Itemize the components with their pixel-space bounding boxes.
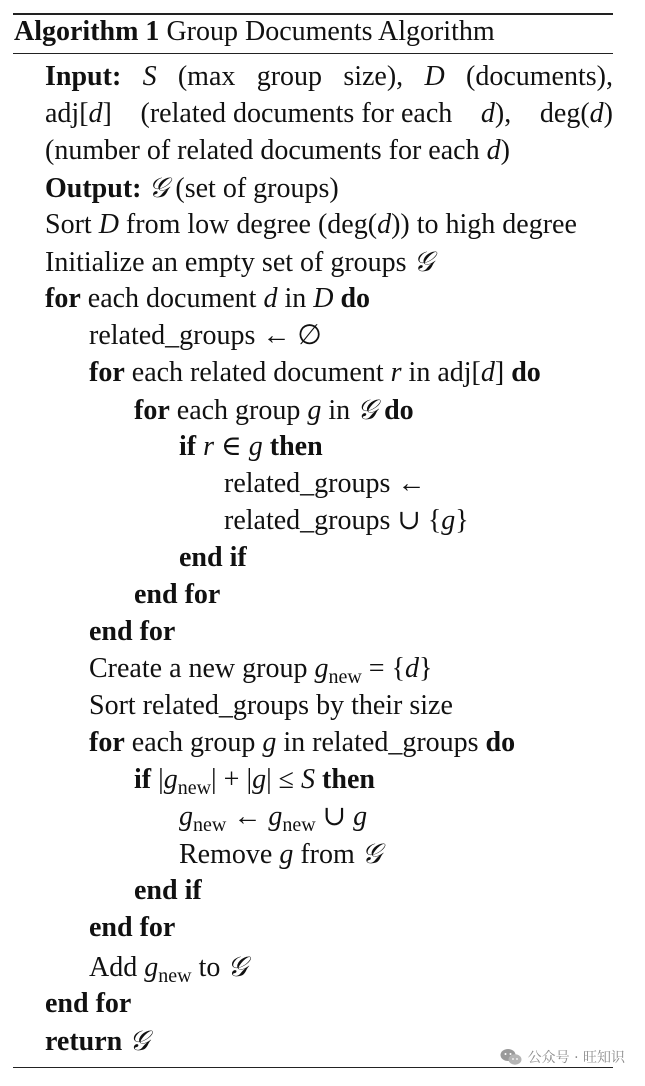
- kw-for: for: [89, 727, 125, 758]
- deg-fn: deg: [539, 98, 581, 129]
- output-line: [45, 171, 339, 206]
- input-line-3: (number of related documents for each d): [45, 135, 510, 166]
- var-d: d: [88, 98, 103, 129]
- text: Sort related_groups by their size: [89, 690, 453, 721]
- input-S: S: [142, 61, 157, 92]
- add-group-line: Add $g_{new}$ to 𝒢: [89, 950, 248, 987]
- assign-related-line-2: related_groups ∪ {g}: [224, 505, 469, 536]
- set-G: 𝒢: [129, 1024, 150, 1057]
- if-member-line: if r ∈ g then: [179, 431, 323, 462]
- var-d: d: [589, 98, 604, 129]
- for-documents-line: [45, 282, 370, 316]
- kw-end-if: end if: [134, 875, 202, 906]
- init-line: [45, 245, 434, 280]
- subscript-new: new: [328, 666, 362, 688]
- for-related-groups-line: for each group g in related_groups do: [89, 727, 516, 758]
- input-D: D: [424, 61, 445, 92]
- end-for-line: [89, 911, 175, 945]
- text: each document: [87, 283, 257, 314]
- text: Create a new group: [89, 653, 308, 684]
- related-groups: related_groups: [89, 320, 256, 351]
- text: Sort: [45, 209, 92, 240]
- kw-end-for: end for: [89, 616, 176, 647]
- set-G: 𝒢: [148, 171, 169, 204]
- input-word: (max: [177, 61, 236, 92]
- wechat-icon: [500, 1048, 522, 1066]
- kw-do: do: [340, 283, 371, 314]
- input-word: (documents),: [466, 61, 613, 92]
- var-d: d: [480, 98, 495, 129]
- text: each group: [176, 395, 301, 426]
- set-G: 𝒢: [357, 393, 378, 426]
- var-D: D: [98, 209, 119, 240]
- kw-for: for: [89, 357, 125, 388]
- assign-related-line-1: related_groups ←: [224, 468, 426, 499]
- text: to: [198, 952, 221, 983]
- output-label: Output:: [45, 173, 142, 204]
- kw-for: for: [134, 395, 170, 426]
- text: from: [300, 839, 355, 870]
- deg-fn: deg: [327, 209, 368, 240]
- set-G: 𝒢: [361, 837, 382, 870]
- input-word: group: [256, 61, 323, 92]
- end-for-line: [45, 987, 131, 1021]
- text: Initialize an empty set of groups: [45, 247, 407, 278]
- var-d: d: [263, 283, 278, 314]
- set-G: 𝒢: [227, 950, 248, 983]
- var-d: d: [405, 653, 420, 684]
- text: in: [284, 283, 307, 314]
- kw-if: if: [179, 431, 197, 462]
- related-groups: related_groups: [224, 468, 391, 499]
- merge-line: $g_{new}$ ← $g_{new}$ ∪ g: [179, 801, 368, 836]
- input-text: (related documents for each: [140, 98, 453, 129]
- related-groups: related_groups: [224, 505, 391, 536]
- kw-return: return: [45, 1026, 123, 1057]
- sort-line: Sort D from low degree (deg(d)) to high degree: [45, 209, 577, 240]
- text: Add: [89, 952, 138, 983]
- kw-if: if: [134, 764, 152, 795]
- kw-then: then: [269, 431, 323, 462]
- kw-do: do: [511, 357, 541, 388]
- var-d: d: [377, 209, 392, 240]
- subscript-new: new: [282, 814, 316, 836]
- input-line-2: adj[d] (related documents for each d), deg(d): [45, 98, 613, 129]
- adj-fn: adj: [437, 357, 472, 388]
- algorithm-number: Algorithm 1: [14, 16, 160, 47]
- subscript-new: new: [177, 777, 212, 799]
- input-word: size),: [343, 61, 404, 92]
- text: in: [328, 395, 351, 426]
- for-related-line: for each related document r in adj[d] do: [89, 357, 541, 388]
- kw-do: do: [384, 395, 414, 426]
- subscript-new: new: [193, 814, 227, 836]
- kw-for: for: [45, 283, 81, 314]
- bottom-rule: [13, 1067, 613, 1068]
- kw-end-for: end for: [134, 579, 221, 610]
- end-if-line: [134, 874, 202, 908]
- var-d: d: [480, 357, 495, 388]
- var-S: S: [301, 764, 316, 795]
- set-G: 𝒢: [413, 245, 434, 278]
- kw-do: do: [485, 727, 516, 758]
- input-text: (number of related documents for each: [45, 135, 480, 166]
- algorithm-title: Group Documents Algorithm: [166, 16, 495, 47]
- watermark-text: 公众号 · 旺知识: [527, 1050, 625, 1066]
- text: each related document: [131, 357, 384, 388]
- end-for-line: [89, 615, 175, 649]
- text: from low degree: [125, 209, 311, 240]
- create-group-line: Create a new group $g_{new} = \{d\}$: [89, 653, 433, 688]
- text: to high degree: [416, 209, 577, 240]
- algorithm-caption: [14, 15, 495, 49]
- text: in: [408, 357, 431, 388]
- remove-line: Remove g from 𝒢: [179, 837, 382, 870]
- var-D: D: [313, 283, 334, 314]
- if-size-line: if $|g_{new}| + |g| \le S$ then: [134, 764, 375, 799]
- init-related-line: related_groups ← ∅: [89, 320, 322, 351]
- input-line-1: [45, 60, 613, 94]
- text: Remove: [179, 839, 273, 870]
- input-label: Input:: [45, 61, 122, 92]
- adj-fn: adj: [45, 98, 80, 129]
- var-d: d: [486, 135, 501, 166]
- kw-then: then: [322, 764, 375, 795]
- kw-end-if: end if: [179, 542, 247, 573]
- text: each group: [131, 727, 256, 758]
- sort-related-line: [89, 689, 453, 723]
- watermark: [500, 1047, 625, 1067]
- end-if-line: [179, 541, 247, 575]
- kw-end-for: end for: [45, 988, 132, 1019]
- caption-rule: [13, 53, 613, 54]
- return-line: [45, 1024, 149, 1059]
- subscript-new: new: [158, 965, 192, 987]
- end-for-line: [134, 578, 220, 612]
- output-text: (set of groups): [175, 173, 339, 204]
- for-group-line: for each group g in 𝒢 do: [134, 393, 414, 426]
- text: in related_groups: [283, 727, 479, 758]
- kw-end-for: end for: [89, 912, 176, 943]
